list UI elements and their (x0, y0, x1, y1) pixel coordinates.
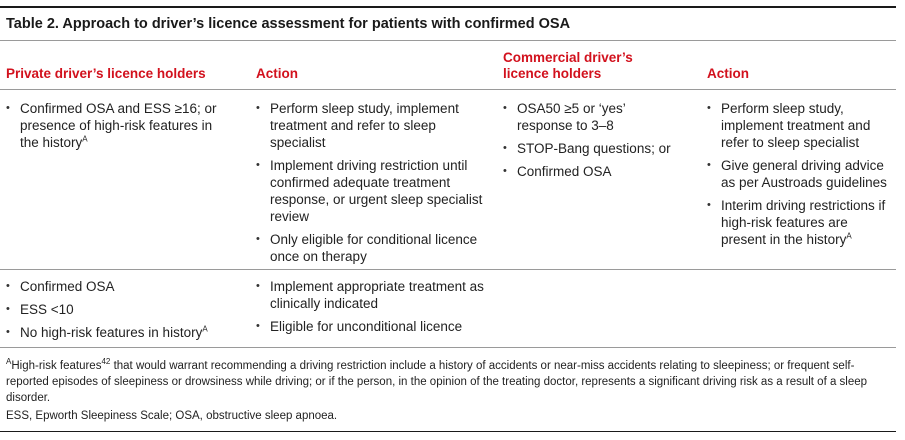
row1-commercial-action-cell (707, 100, 887, 254)
list-item: • Give general driving advice as per Austroads guidelines (707, 157, 887, 191)
list-item: • Perform sleep study, implement treatment and refer to sleep specialist (256, 100, 484, 151)
list-item: • Confirmed OSA (6, 278, 236, 295)
list-item: • OSA50 ≥5 or ‘yes’ response to 3–8 (503, 100, 673, 134)
list-item: • Perform sleep study, implement treatment and refer to sleep specialist (707, 100, 887, 151)
row-divider (0, 269, 896, 270)
title-divider (0, 40, 896, 41)
header-private-holders: Private driver’s licence holders (6, 66, 206, 81)
list-item: • Implement driving restriction until confirmed adequate treatment response, or urgent sleep specialist review (256, 157, 484, 225)
top-rule (0, 6, 896, 8)
header-commercial-holders: Commercial driver’s licence holders (503, 50, 633, 81)
header-action-commercial: Action (707, 66, 749, 81)
row2-private-cell (6, 278, 236, 347)
row2-action-cell (256, 278, 492, 341)
row1-commercial-cell (503, 100, 673, 186)
row1-private-cell (6, 100, 228, 157)
row1-action-cell (256, 100, 484, 271)
list-item: • Confirmed OSA and ESS ≥16; or presence of high-risk features in the history$^A$ (6, 100, 228, 151)
footnote-divider (0, 347, 896, 348)
list-item: • ESS <10 (6, 301, 236, 318)
header-divider (0, 89, 896, 90)
list-item: • Only eligible for conditional licence once on therapy (256, 231, 484, 265)
table-title: Table 2. Approach to driver’s licence assessment for patients with confirmed OSA (6, 16, 571, 32)
list-item: • No high-risk features in history$^A$ (6, 324, 236, 341)
list-item: • STOP-Bang questions; or (503, 140, 673, 157)
list-item: • Eligible for unconditional licence (256, 318, 492, 335)
list-item: • Confirmed OSA (503, 163, 673, 180)
bottom-rule (0, 431, 896, 432)
footnote: $^A$High-risk features$^{42}$ that would warrant recommending a driving restriction include a history of accidents or near-miss accidents relating to sleepiness; or frequent self-reported episodes of sleepiness or drowsiness while driving; or if the person, in the opinion of the treating doctor, represents a significant driving risk as a result of a sleep disorder. (6, 357, 868, 404)
list-item: • Implement appropriate treatment as clinically indicated (256, 278, 492, 312)
header-action-private: Action (256, 66, 298, 81)
list-item: • Interim driving restrictions if high-risk features are present in the history$^A$ (707, 197, 887, 248)
abbreviations-note: ESS, Epworth Sleepiness Scale; OSA, obstructive sleep apnoea. (6, 410, 338, 422)
